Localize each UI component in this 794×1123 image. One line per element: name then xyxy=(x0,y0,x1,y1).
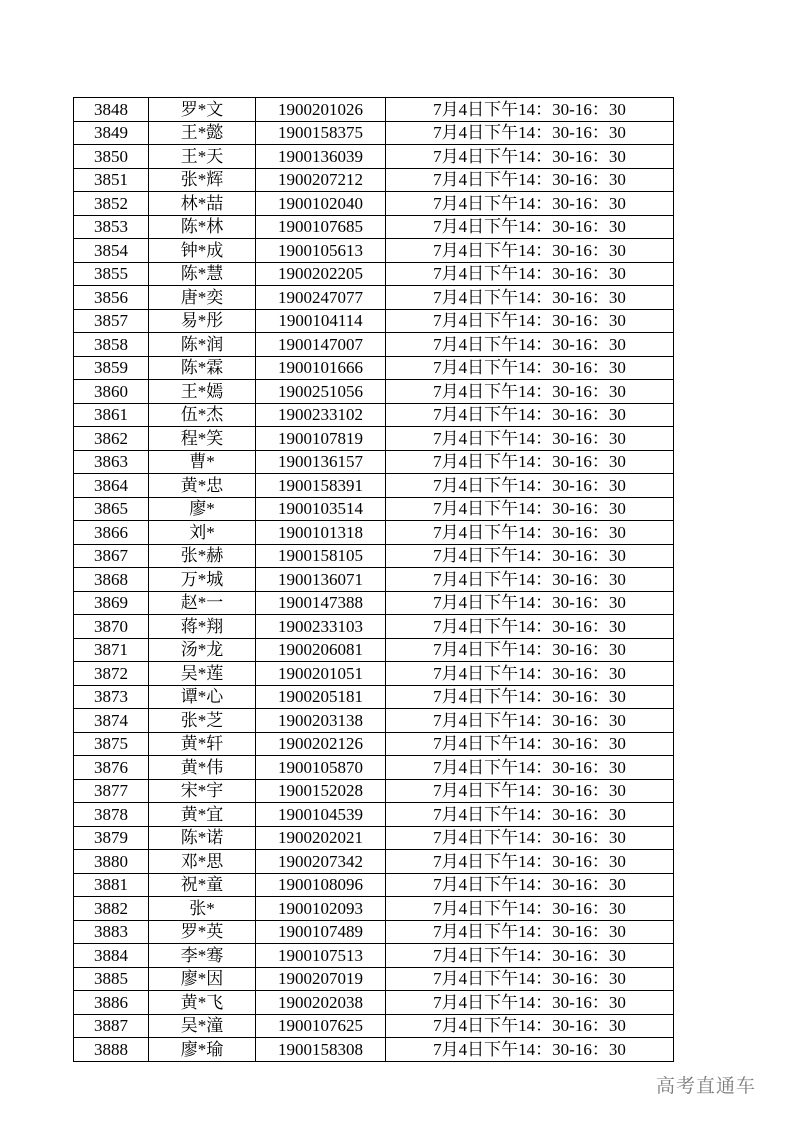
row-number-cell: 3888 xyxy=(74,1038,149,1062)
exam-time-cell: 7月4日下午14：30-16：30 xyxy=(386,826,674,850)
table-row xyxy=(74,709,674,733)
row-number-cell: 3875 xyxy=(74,732,149,756)
exam-time-cell: 7月4日下午14：30-16：30 xyxy=(386,450,674,474)
table-row xyxy=(74,521,674,545)
name-cell: 吴*莲 xyxy=(149,662,256,686)
name-cell: 易*彤 xyxy=(149,309,256,333)
candidate-id-cell: 1900104114 xyxy=(256,309,386,333)
exam-time-cell: 7月4日下午14：30-16：30 xyxy=(386,262,674,286)
name-cell: 陈*慧 xyxy=(149,262,256,286)
row-number-cell: 3848 xyxy=(74,98,149,122)
table-row xyxy=(74,262,674,286)
candidate-id-cell: 1900103514 xyxy=(256,497,386,521)
name-cell: 吴*潼 xyxy=(149,1014,256,1038)
exam-time-cell: 7月4日下午14：30-16：30 xyxy=(386,98,674,122)
row-number-cell: 3853 xyxy=(74,215,149,239)
exam-time-cell: 7月4日下午14：30-16：30 xyxy=(386,568,674,592)
name-cell: 黄*飞 xyxy=(149,991,256,1015)
exam-time-cell: 7月4日下午14：30-16：30 xyxy=(386,897,674,921)
candidate-id-cell: 1900202205 xyxy=(256,262,386,286)
candidate-id-cell: 1900233102 xyxy=(256,403,386,427)
exam-time-cell: 7月4日下午14：30-16：30 xyxy=(386,803,674,827)
row-number-cell: 3857 xyxy=(74,309,149,333)
exam-time-cell: 7月4日下午14：30-16：30 xyxy=(386,967,674,991)
table-row xyxy=(74,732,674,756)
exam-time-cell: 7月4日下午14：30-16：30 xyxy=(386,873,674,897)
name-cell: 张*芝 xyxy=(149,709,256,733)
row-number-cell: 3881 xyxy=(74,873,149,897)
row-number-cell: 3859 xyxy=(74,356,149,380)
row-number-cell: 3871 xyxy=(74,638,149,662)
candidate-id-cell: 1900158308 xyxy=(256,1038,386,1062)
name-cell: 邓*思 xyxy=(149,850,256,874)
name-cell: 黄*伟 xyxy=(149,756,256,780)
exam-time-cell: 7月4日下午14：30-16：30 xyxy=(386,709,674,733)
candidate-id-cell: 1900105613 xyxy=(256,239,386,263)
table-row xyxy=(74,685,674,709)
exam-time-cell: 7月4日下午14：30-16：30 xyxy=(386,732,674,756)
table-row xyxy=(74,662,674,686)
candidate-id-cell: 1900158375 xyxy=(256,121,386,145)
exam-time-cell: 7月4日下午14：30-16：30 xyxy=(386,850,674,874)
candidate-id-cell: 1900247077 xyxy=(256,286,386,310)
exam-time-cell: 7月4日下午14：30-16：30 xyxy=(386,685,674,709)
table-row xyxy=(74,497,674,521)
name-cell: 黄*轩 xyxy=(149,732,256,756)
name-cell: 宋*宇 xyxy=(149,779,256,803)
row-number-cell: 3884 xyxy=(74,944,149,968)
candidate-id-cell: 1900251056 xyxy=(256,380,386,404)
candidate-id-cell: 1900147388 xyxy=(256,591,386,615)
table-row xyxy=(74,239,674,263)
exam-time-cell: 7月4日下午14：30-16：30 xyxy=(386,215,674,239)
table-row xyxy=(74,850,674,874)
name-cell: 陈*霖 xyxy=(149,356,256,380)
table-row xyxy=(74,638,674,662)
name-cell: 万*城 xyxy=(149,568,256,592)
name-cell: 罗*英 xyxy=(149,920,256,944)
row-number-cell: 3854 xyxy=(74,239,149,263)
exam-time-cell: 7月4日下午14：30-16：30 xyxy=(386,168,674,192)
table-row xyxy=(74,450,674,474)
candidate-id-cell: 1900205181 xyxy=(256,685,386,709)
candidate-id-cell: 1900136157 xyxy=(256,450,386,474)
table-row xyxy=(74,333,674,357)
exam-time-cell: 7月4日下午14：30-16：30 xyxy=(386,521,674,545)
table-row xyxy=(74,826,674,850)
row-number-cell: 3867 xyxy=(74,544,149,568)
table-row xyxy=(74,920,674,944)
name-cell: 曹* xyxy=(149,450,256,474)
name-cell: 罗*文 xyxy=(149,98,256,122)
table-row xyxy=(74,568,674,592)
row-number-cell: 3850 xyxy=(74,145,149,169)
name-cell: 陈*林 xyxy=(149,215,256,239)
row-number-cell: 3851 xyxy=(74,168,149,192)
row-number-cell: 3856 xyxy=(74,286,149,310)
row-number-cell: 3849 xyxy=(74,121,149,145)
watermark-text: 高考直通车 xyxy=(656,1075,757,1097)
row-number-cell: 3863 xyxy=(74,450,149,474)
candidate-id-cell: 1900147007 xyxy=(256,333,386,357)
table-row xyxy=(74,168,674,192)
candidate-id-cell: 1900201051 xyxy=(256,662,386,686)
row-number-cell: 3883 xyxy=(74,920,149,944)
exam-time-cell: 7月4日下午14：30-16：30 xyxy=(386,756,674,780)
candidate-id-cell: 1900101666 xyxy=(256,356,386,380)
row-number-cell: 3865 xyxy=(74,497,149,521)
candidate-id-cell: 1900107513 xyxy=(256,944,386,968)
row-number-cell: 3886 xyxy=(74,991,149,1015)
candidate-id-cell: 1900207212 xyxy=(256,168,386,192)
table-row xyxy=(74,215,674,239)
roster-body xyxy=(74,98,674,1062)
candidate-id-cell: 1900102093 xyxy=(256,897,386,921)
row-number-cell: 3872 xyxy=(74,662,149,686)
name-cell: 李*骞 xyxy=(149,944,256,968)
exam-time-cell: 7月4日下午14：30-16：30 xyxy=(386,121,674,145)
row-number-cell: 3855 xyxy=(74,262,149,286)
table-row xyxy=(74,309,674,333)
name-cell: 张*辉 xyxy=(149,168,256,192)
row-number-cell: 3885 xyxy=(74,967,149,991)
name-cell: 唐*奕 xyxy=(149,286,256,310)
candidate-id-cell: 1900107625 xyxy=(256,1014,386,1038)
table-row xyxy=(74,779,674,803)
exam-time-cell: 7月4日下午14：30-16：30 xyxy=(386,474,674,498)
name-cell: 廖*因 xyxy=(149,967,256,991)
candidate-id-cell: 1900152028 xyxy=(256,779,386,803)
table-row xyxy=(74,991,674,1015)
name-cell: 祝*童 xyxy=(149,873,256,897)
candidate-id-cell: 1900104539 xyxy=(256,803,386,827)
row-number-cell: 3877 xyxy=(74,779,149,803)
name-cell: 黄*宜 xyxy=(149,803,256,827)
name-cell: 廖* xyxy=(149,497,256,521)
exam-time-cell: 7月4日下午14：30-16：30 xyxy=(386,544,674,568)
exam-time-cell: 7月4日下午14：30-16：30 xyxy=(386,991,674,1015)
row-number-cell: 3876 xyxy=(74,756,149,780)
name-cell: 赵*一 xyxy=(149,591,256,615)
exam-time-cell: 7月4日下午14：30-16：30 xyxy=(386,662,674,686)
name-cell: 王*懿 xyxy=(149,121,256,145)
row-number-cell: 3862 xyxy=(74,427,149,451)
candidate-id-cell: 1900136071 xyxy=(256,568,386,592)
table-row xyxy=(74,756,674,780)
table-row xyxy=(74,356,674,380)
name-cell: 陈*润 xyxy=(149,333,256,357)
table-row xyxy=(74,192,674,216)
exam-time-cell: 7月4日下午14：30-16：30 xyxy=(386,239,674,263)
candidate-id-cell: 1900101318 xyxy=(256,521,386,545)
row-number-cell: 3864 xyxy=(74,474,149,498)
candidate-id-cell: 1900158105 xyxy=(256,544,386,568)
candidate-id-cell: 1900206081 xyxy=(256,638,386,662)
exam-time-cell: 7月4日下午14：30-16：30 xyxy=(386,920,674,944)
name-cell: 王*天 xyxy=(149,145,256,169)
table-row xyxy=(74,1014,674,1038)
row-number-cell: 3852 xyxy=(74,192,149,216)
candidate-id-cell: 1900207019 xyxy=(256,967,386,991)
exam-time-cell: 7月4日下午14：30-16：30 xyxy=(386,638,674,662)
row-number-cell: 3858 xyxy=(74,333,149,357)
candidate-id-cell: 1900107819 xyxy=(256,427,386,451)
name-cell: 钟*成 xyxy=(149,239,256,263)
table-row xyxy=(74,380,674,404)
candidate-id-cell: 1900233103 xyxy=(256,615,386,639)
table-row xyxy=(74,873,674,897)
exam-time-cell: 7月4日下午14：30-16：30 xyxy=(386,356,674,380)
name-cell: 伍*杰 xyxy=(149,403,256,427)
table-row xyxy=(74,1038,674,1062)
table-row xyxy=(74,615,674,639)
name-cell: 王*嫣 xyxy=(149,380,256,404)
row-number-cell: 3870 xyxy=(74,615,149,639)
name-cell: 廖*瑜 xyxy=(149,1038,256,1062)
candidate-id-cell: 1900203138 xyxy=(256,709,386,733)
table-row xyxy=(74,591,674,615)
candidate-id-cell: 1900202021 xyxy=(256,826,386,850)
candidate-id-cell: 1900107685 xyxy=(256,215,386,239)
row-number-cell: 3873 xyxy=(74,685,149,709)
name-cell: 谭*心 xyxy=(149,685,256,709)
name-cell: 刘* xyxy=(149,521,256,545)
row-number-cell: 3861 xyxy=(74,403,149,427)
candidate-id-cell: 1900105870 xyxy=(256,756,386,780)
row-number-cell: 3880 xyxy=(74,850,149,874)
roster-table xyxy=(73,97,674,1062)
table-row xyxy=(74,474,674,498)
table-row xyxy=(74,427,674,451)
name-cell: 黄*忠 xyxy=(149,474,256,498)
table-row xyxy=(74,121,674,145)
exam-time-cell: 7月4日下午14：30-16：30 xyxy=(386,497,674,521)
exam-time-cell: 7月4日下午14：30-16：30 xyxy=(386,286,674,310)
candidate-id-cell: 1900107489 xyxy=(256,920,386,944)
row-number-cell: 3879 xyxy=(74,826,149,850)
table-row xyxy=(74,98,674,122)
table-row xyxy=(74,544,674,568)
table-row xyxy=(74,967,674,991)
exam-time-cell: 7月4日下午14：30-16：30 xyxy=(386,779,674,803)
row-number-cell: 3878 xyxy=(74,803,149,827)
row-number-cell: 3882 xyxy=(74,897,149,921)
name-cell: 陈*诺 xyxy=(149,826,256,850)
exam-time-cell: 7月4日下午14：30-16：30 xyxy=(386,309,674,333)
exam-time-cell: 7月4日下午14：30-16：30 xyxy=(386,944,674,968)
exam-time-cell: 7月4日下午14：30-16：30 xyxy=(386,615,674,639)
name-cell: 程*笑 xyxy=(149,427,256,451)
name-cell: 张*赫 xyxy=(149,544,256,568)
exam-time-cell: 7月4日下午14：30-16：30 xyxy=(386,427,674,451)
candidate-id-cell: 1900158391 xyxy=(256,474,386,498)
table-row xyxy=(74,403,674,427)
exam-time-cell: 7月4日下午14：30-16：30 xyxy=(386,1014,674,1038)
row-number-cell: 3869 xyxy=(74,591,149,615)
candidate-id-cell: 1900201026 xyxy=(256,98,386,122)
name-cell: 林*喆 xyxy=(149,192,256,216)
candidate-id-cell: 1900207342 xyxy=(256,850,386,874)
candidate-id-cell: 1900108096 xyxy=(256,873,386,897)
row-number-cell: 3874 xyxy=(74,709,149,733)
exam-time-cell: 7月4日下午14：30-16：30 xyxy=(386,403,674,427)
exam-time-cell: 7月4日下午14：30-16：30 xyxy=(386,380,674,404)
table-row xyxy=(74,897,674,921)
name-cell: 蒋*翔 xyxy=(149,615,256,639)
row-number-cell: 3868 xyxy=(74,568,149,592)
row-number-cell: 3866 xyxy=(74,521,149,545)
row-number-cell: 3860 xyxy=(74,380,149,404)
table-row xyxy=(74,944,674,968)
candidate-id-cell: 1900202038 xyxy=(256,991,386,1015)
table-row xyxy=(74,803,674,827)
name-cell: 张* xyxy=(149,897,256,921)
exam-time-cell: 7月4日下午14：30-16：30 xyxy=(386,333,674,357)
candidate-id-cell: 1900136039 xyxy=(256,145,386,169)
exam-time-cell: 7月4日下午14：30-16：30 xyxy=(386,1038,674,1062)
table-row xyxy=(74,286,674,310)
table-row xyxy=(74,145,674,169)
exam-time-cell: 7月4日下午14：30-16：30 xyxy=(386,591,674,615)
exam-time-cell: 7月4日下午14：30-16：30 xyxy=(386,145,674,169)
row-number-cell: 3887 xyxy=(74,1014,149,1038)
exam-time-cell: 7月4日下午14：30-16：30 xyxy=(386,192,674,216)
candidate-id-cell: 1900102040 xyxy=(256,192,386,216)
candidate-id-cell: 1900202126 xyxy=(256,732,386,756)
name-cell: 汤*龙 xyxy=(149,638,256,662)
